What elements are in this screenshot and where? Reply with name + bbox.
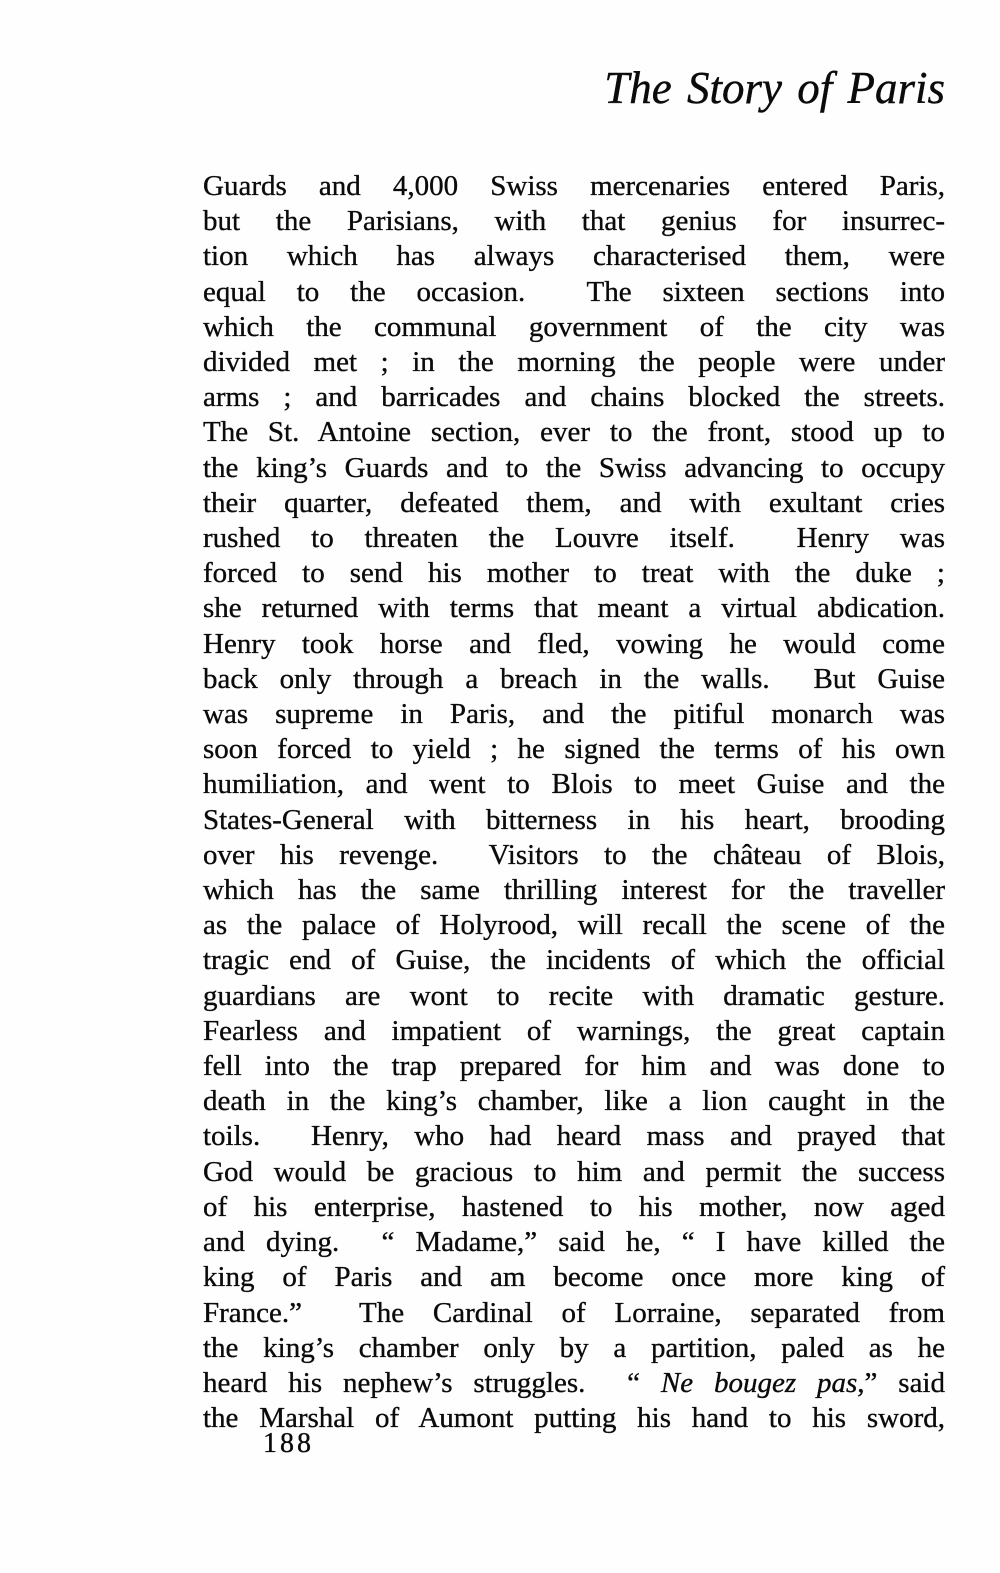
- body-line: equal to the occasion. The sixteen sections into: [203, 275, 945, 308]
- body-line: soon forced to yield ; he signed the terms of his own: [203, 733, 945, 766]
- body-line: which has the same thrilling interest for the traveller: [203, 874, 945, 907]
- body-line: Fearless and impatient of warnings, the great captain: [203, 1014, 945, 1047]
- body-line: humiliation, and went to Blois to meet Guise and the: [203, 768, 945, 801]
- body-line: was supreme in Paris, and the pitiful monarch was: [203, 698, 945, 731]
- body-text: [203, 169, 945, 1436]
- body-line: but the Parisians, with that genius for insurrec-: [203, 205, 945, 238]
- italic-phrase: Ne bougez pas: [660, 1366, 858, 1399]
- body-line: tragic end of Guise, the incidents of which the official: [203, 944, 945, 977]
- body-line: States-General with bitterness in his heart, brooding: [203, 803, 945, 836]
- body-line: the king’s Guards and to the Swiss advancing to occupy: [203, 451, 945, 484]
- body-line: death in the king’s chamber, like a lion caught in the: [203, 1085, 945, 1118]
- body-line: arms ; and barricades and chains blocked the streets.: [203, 381, 945, 414]
- body-line: God would be gracious to him and permit the success: [203, 1155, 945, 1188]
- body-line: Guards and 4,000 Swiss mercenaries entered Paris,: [203, 170, 945, 202]
- running-head-title: The Story of Paris: [604, 63, 945, 113]
- page-number: 188: [263, 1428, 314, 1459]
- body-line-text: heard his nephew’s struggles. “: [203, 1366, 661, 1399]
- body-line: as the palace of Holyrood, will recall the scene of the: [203, 909, 945, 942]
- body-line: back only through a breach in the walls. But Guise: [203, 662, 945, 695]
- body-line: the Marshal of Aumont putting his hand to his sword,: [203, 1402, 945, 1435]
- body-line: she returned with terms that meant a virtual abdication.: [203, 592, 945, 625]
- body-line: fell into the trap prepared for him and was done to: [203, 1050, 945, 1083]
- body-line: rushed to threaten the Louvre itself. Henry was: [203, 522, 945, 555]
- body-line: guardians are wont to recite with dramatic gesture.: [203, 979, 945, 1012]
- body-line: king of Paris and am become once more king of: [203, 1261, 945, 1294]
- body-line: which the communal government of the city was: [203, 310, 945, 343]
- body-line: The St. Antoine section, ever to the front, stood up to: [203, 416, 945, 449]
- body-line: France.” The Cardinal of Lorraine, separated from: [203, 1296, 945, 1329]
- body-line: their quarter, defeated them, and with exultant cries: [203, 486, 945, 519]
- body-line: divided met ; in the morning the people were under: [203, 346, 945, 379]
- body-line: tion which has always characterised them, were: [203, 240, 945, 273]
- body-line: [203, 1366, 945, 1401]
- body-line: toils. Henry, who had heard mass and prayed that: [203, 1120, 945, 1153]
- body-line-text: ,” said: [857, 1366, 945, 1399]
- body-line: over his revenge. Visitors to the château of Blois,: [203, 838, 945, 871]
- body-line: Henry took horse and fled, vowing he would come: [203, 627, 945, 660]
- body-line: of his enterprise, hastened to his mother, now aged: [203, 1190, 945, 1223]
- body-line: forced to send his mother to treat with the duke ;: [203, 557, 945, 590]
- body-line: and dying. “ Madame,” said he, “ I have killed the: [203, 1226, 945, 1259]
- body-line: the king’s chamber only by a partition, paled as he: [203, 1331, 945, 1364]
